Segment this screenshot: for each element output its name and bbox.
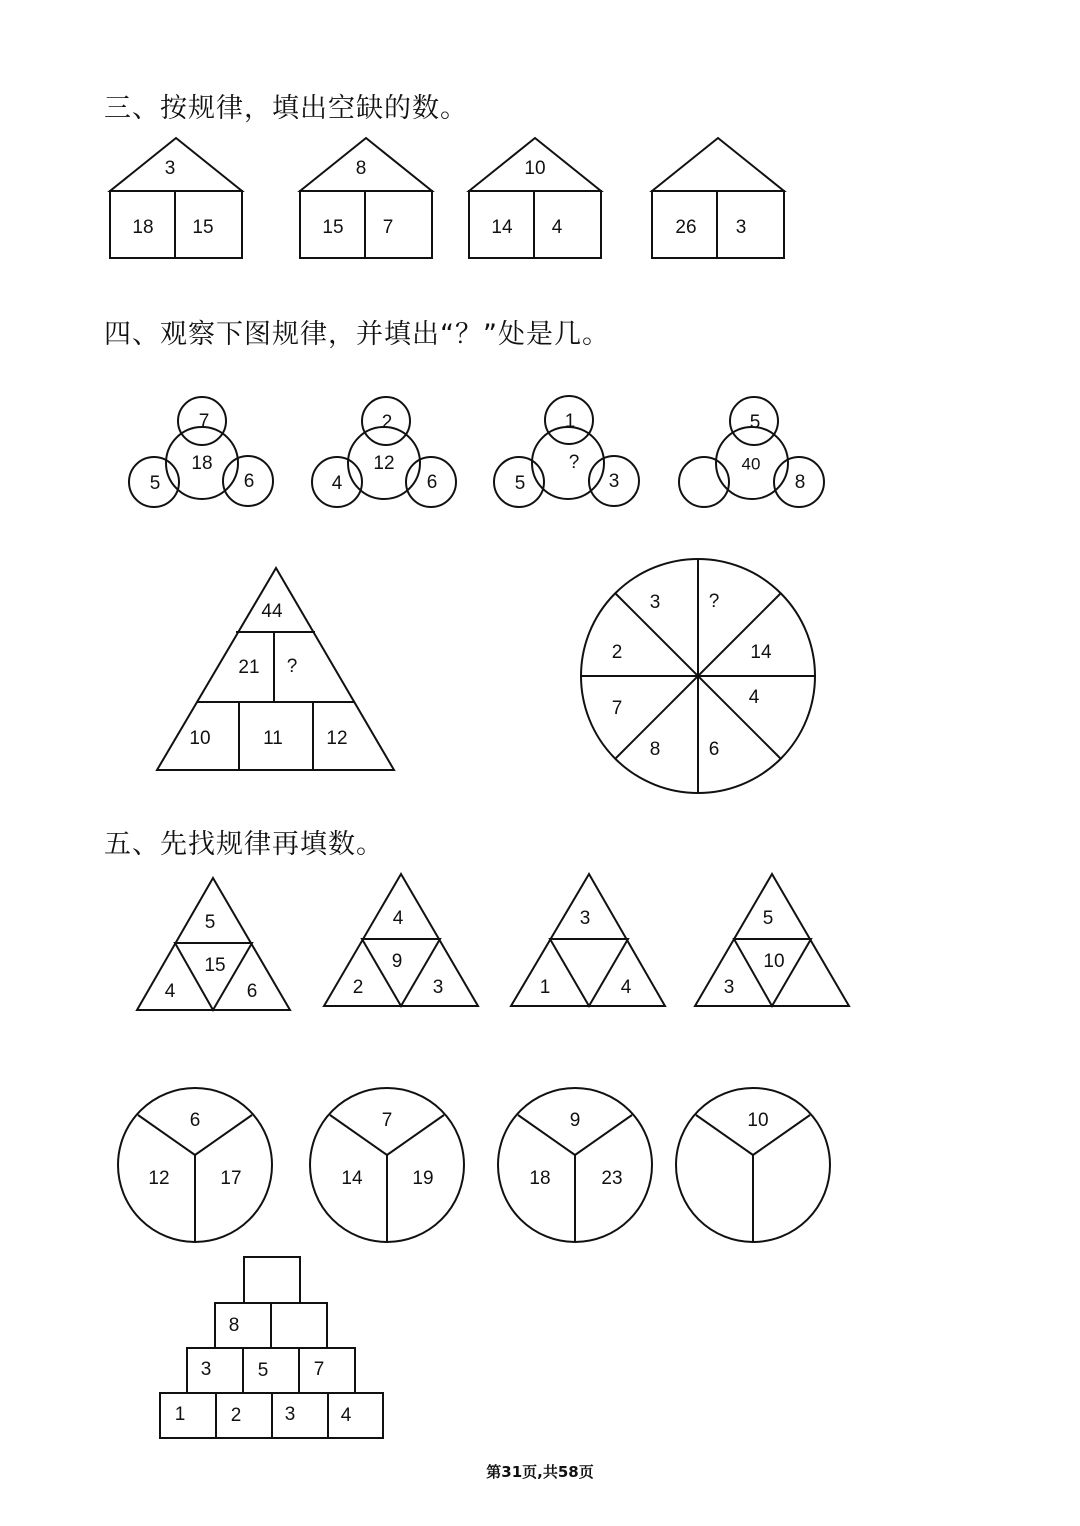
- block-r3-c3: 7: [313, 1359, 325, 1381]
- cg4-top: 5: [749, 412, 761, 434]
- tri1-center: 15: [204, 955, 226, 977]
- cg1-left: 5: [149, 473, 161, 495]
- cg4-right: 8: [794, 472, 806, 494]
- tri1-right: 6: [246, 981, 258, 1003]
- house-1-roof: 3: [164, 158, 176, 180]
- sc2-right: 19: [412, 1168, 434, 1190]
- house-3-right: 4: [551, 217, 563, 239]
- pyramid-mid-right: ?: [286, 656, 298, 678]
- block-r3-c1: 3: [200, 1359, 212, 1381]
- cg2-right: 6: [426, 472, 438, 494]
- tri3-right: 4: [620, 977, 632, 999]
- wheel-upper-right: 14: [750, 642, 772, 664]
- tri2-left: 2: [352, 977, 364, 999]
- sc3-top: 9: [569, 1110, 581, 1132]
- page-number-footer: 第31页,共58页: [486, 1463, 594, 1481]
- cg2-left: 4: [331, 473, 343, 495]
- pyramid-bottom-2: 11: [263, 728, 283, 750]
- house-1-right: 15: [192, 217, 214, 239]
- pyramid-bottom-1: 10: [189, 728, 211, 750]
- tri2-top: 4: [392, 908, 404, 930]
- tri3-top: 3: [579, 908, 591, 930]
- tri2-right: 3: [432, 977, 444, 999]
- cg1-center: 18: [191, 453, 213, 475]
- block-r4-c2: 2: [230, 1405, 242, 1427]
- sc4-top: 10: [747, 1110, 769, 1132]
- cg3-right: 3: [608, 471, 620, 493]
- block-r4-c4: 4: [340, 1405, 352, 1427]
- cg1-top: 7: [198, 411, 210, 433]
- sc2-left: 14: [341, 1168, 363, 1190]
- wheel-upper-left: 2: [611, 642, 623, 664]
- cg4-center: 40: [741, 454, 761, 474]
- block-r4-c1: 1: [174, 1404, 186, 1426]
- tri2-center: 9: [391, 951, 403, 973]
- section-4-heading: 四、观察下图规律，并填出“？”处是几。: [104, 319, 610, 350]
- pyramid-top: 44: [261, 601, 283, 623]
- cg2-top: 2: [381, 412, 393, 434]
- house-2: [300, 138, 432, 258]
- wheel-bottom-left: 8: [649, 739, 661, 761]
- wheel-lower-left: 7: [611, 698, 623, 720]
- tri4-left: 3: [723, 977, 735, 999]
- triangle-2: [324, 874, 478, 1006]
- sc3-right: 23: [601, 1168, 623, 1190]
- cg3-top: 1: [564, 411, 576, 433]
- triangle-3: [511, 874, 665, 1006]
- house-2-left: 15: [322, 217, 344, 239]
- section-5-heading: 五、先找规律再填数。: [104, 829, 384, 860]
- tri1-left: 4: [164, 981, 176, 1003]
- sc1-right: 17: [220, 1168, 242, 1190]
- house-3-roof: 10: [524, 158, 546, 180]
- house-3: [469, 138, 601, 258]
- triangle-4: [695, 874, 849, 1006]
- block-r2-c1: 8: [228, 1315, 240, 1337]
- cg2-center: 12: [373, 453, 395, 475]
- sc3-left: 18: [529, 1168, 551, 1190]
- number-wheel: [581, 559, 815, 793]
- sc2-top: 7: [381, 1110, 393, 1132]
- wheel-bottom-right: 6: [708, 739, 720, 761]
- cg3-center: ?: [568, 452, 580, 474]
- block-r3-c2: 5: [257, 1360, 269, 1382]
- pyramid-mid-left: 21: [238, 657, 260, 679]
- house-2-right: 7: [382, 217, 394, 239]
- wheel-top-left: 3: [649, 592, 661, 614]
- tri4-top: 5: [762, 908, 774, 930]
- sc1-top: 6: [189, 1110, 201, 1132]
- cg1-right: 6: [243, 471, 255, 493]
- sc1-left: 12: [148, 1168, 170, 1190]
- house-4: [652, 138, 784, 258]
- block-r4-c3: 3: [284, 1404, 296, 1426]
- tri3-left: 1: [539, 977, 551, 999]
- cg3-left: 5: [514, 473, 526, 495]
- tri1-top: 5: [204, 912, 216, 934]
- house-3-left: 14: [491, 217, 513, 239]
- wheel-lower-right: 4: [748, 687, 760, 709]
- triangle-1: [137, 878, 290, 1010]
- tri4-center: 10: [763, 951, 785, 973]
- house-4-right: 3: [735, 217, 747, 239]
- house-4-left: 26: [675, 217, 697, 239]
- section-3-heading: 三、按规律，填出空缺的数。: [104, 93, 468, 124]
- house-1-left: 18: [132, 217, 154, 239]
- pyramid-bottom-3: 12: [326, 728, 348, 750]
- house-2-roof: 8: [355, 158, 367, 180]
- wheel-top-right: ?: [708, 591, 720, 613]
- house-1: [110, 138, 242, 258]
